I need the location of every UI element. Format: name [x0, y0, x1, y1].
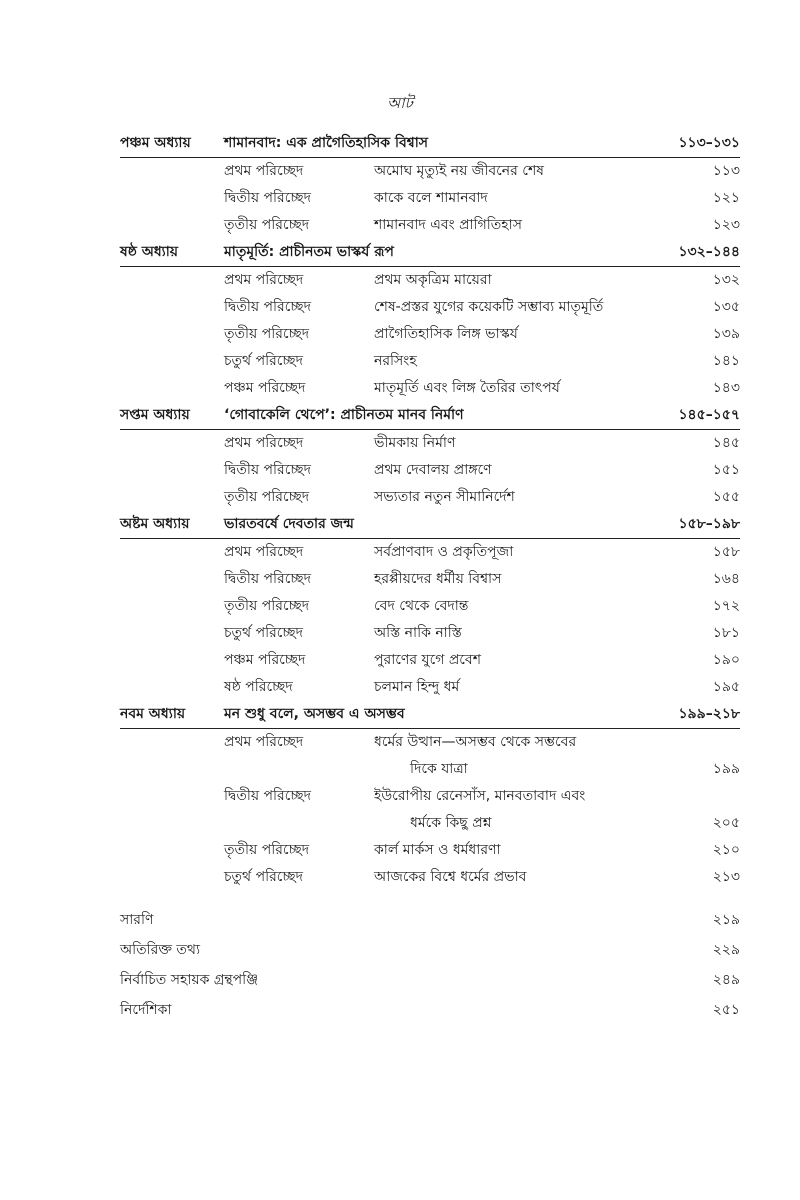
section-title-line-2: ধর্মকে কিছু প্রশ্ন	[410, 815, 492, 831]
back-matter-label: সারণি	[120, 912, 154, 928]
section-label: চতুর্থ পরিচ্ছেদ	[224, 869, 304, 885]
section-title	[374, 729, 670, 783]
section-page: ২১৩	[712, 869, 740, 885]
chapter-page-range: ১৫৮–১৯৮	[678, 516, 740, 532]
section-page: ১৪১	[712, 353, 740, 369]
section-title-line-1: ধর্মের উত্থান—অসম্ভব থেকে সম্ভবের	[374, 734, 577, 750]
section-page: ১৩৯	[712, 326, 740, 342]
chapter-heading-row	[120, 402, 740, 430]
section-title: কাকে বলে শামানবাদ	[374, 190, 488, 206]
back-matter-page: ২২৯	[712, 942, 740, 958]
chapter-title: মাতৃমূর্তি: প্রাচীনতম ভাস্কর্য রূপ	[224, 244, 394, 260]
section-label: প্রথম পরিচ্ছেদ	[224, 163, 304, 179]
section-title: অস্তি নাকি নাস্তি	[374, 625, 462, 641]
section-title	[374, 783, 670, 837]
section-page: ১৪৩	[712, 380, 740, 396]
section-label: ষষ্ঠ পরিচ্ছেদ	[224, 679, 293, 695]
section-label: প্রথম পরিচ্ছেদ	[224, 734, 304, 750]
back-matter-page: ২৫১	[712, 1002, 740, 1018]
chapter-page-range: ১৩২–১৪৪	[678, 244, 740, 260]
back-matter-list	[120, 905, 740, 1025]
section-page: ১১৩	[712, 163, 740, 179]
chapter-title: মন শুধু বলে, অসম্ভব এ অসম্ভব	[224, 706, 405, 722]
section-title: সভ্যতার নতুন সীমানির্দেশ	[374, 489, 515, 505]
section-row	[120, 457, 740, 484]
section-title: চলমান হিন্দু ধর্ম	[374, 679, 460, 695]
back-matter-label: অতিরিক্ত তথ্য	[120, 942, 201, 958]
section-page: ১৩২	[712, 272, 740, 288]
section-label: তৃতীয় পরিচ্ছেদ	[224, 842, 310, 858]
section-row	[120, 566, 740, 593]
chapter-page-range: ১৯৯–২১৮	[678, 706, 740, 722]
section-title: নরসিংহ	[374, 353, 417, 369]
section-page: ১২৩	[712, 217, 740, 233]
section-page: ১৭২	[712, 598, 740, 614]
section-title: পুরাণের যুগে প্রবেশ	[374, 652, 481, 668]
back-matter-label: নির্বাচিত সহায়ক গ্রন্থপঞ্জি	[120, 972, 259, 988]
section-title-line-2: দিকে যাত্রা	[410, 761, 468, 777]
section-title: প্রথম দেবালয় প্রাঙ্গণে	[374, 462, 492, 478]
chapter-title: ভারতবর্ষে দেবতার জন্ম	[224, 516, 354, 532]
section-row	[120, 593, 740, 620]
section-page: ১৫৮	[712, 544, 740, 560]
section-title-line-1: ইউরোপীয় রেনেসাঁস, মানবতাবাদ এবং	[374, 788, 586, 804]
section-row	[120, 321, 740, 348]
back-matter-row	[120, 935, 740, 965]
section-label: দ্বিতীয় পরিচ্ছেদ	[224, 571, 311, 587]
section-page: ১৬৪	[712, 571, 740, 587]
back-matter-row	[120, 965, 740, 995]
section-row	[120, 647, 740, 674]
section-label: চতুর্থ পরিচ্ছেদ	[224, 353, 304, 369]
section-label: তৃতীয় পরিচ্ছেদ	[224, 489, 310, 505]
section-label: তৃতীয় পরিচ্ছেদ	[224, 217, 310, 233]
section-row	[120, 783, 740, 837]
chapter-heading-row	[120, 701, 740, 729]
section-label: প্রথম পরিচ্ছেদ	[224, 435, 304, 451]
section-page: ২০৫	[712, 815, 740, 831]
section-label: দ্বিতীয় পরিচ্ছেদ	[224, 190, 311, 206]
chapter-title: ‘গোবাকেলি থেপে’: প্রাচীনতম মানব নির্মাণ	[224, 407, 464, 423]
back-matter-label: নির্দেশিকা	[120, 1002, 172, 1018]
page-number: আট	[387, 94, 413, 112]
section-title: শামানবাদ এবং প্রাগিতিহাস	[374, 217, 522, 233]
section-title: প্রাগৈতিহাসিক লিঙ্গ ভাস্কর্য	[374, 326, 518, 342]
back-matter-page: ২১৯	[712, 912, 740, 928]
section-label: প্রথম পরিচ্ছেদ	[224, 272, 304, 288]
section-label: পঞ্চম পরিচ্ছেদ	[224, 380, 306, 396]
chapter-label: সপ্তম অধ্যায়	[120, 407, 190, 423]
section-row	[120, 620, 740, 647]
section-label: পঞ্চম পরিচ্ছেদ	[224, 652, 306, 668]
chapter-title: শামানবাদ: এক প্রাগৈতিহাসিক বিশ্বাস	[224, 135, 429, 151]
section-title: সর্বপ্রাণবাদ ও প্রকৃতিপূজা	[374, 544, 514, 560]
table-of-contents	[120, 130, 740, 1025]
section-row	[120, 484, 740, 511]
chapter-label: অষ্টম অধ্যায়	[120, 516, 190, 532]
section-title: প্রথম অকৃত্রিম মায়েরা	[374, 272, 492, 288]
section-row	[120, 212, 740, 239]
section-page: ১৯০	[712, 652, 740, 668]
section-page: ১৯৫	[712, 679, 740, 695]
section-row	[120, 185, 740, 212]
section-label: তৃতীয় পরিচ্ছেদ	[224, 326, 310, 342]
section-row	[120, 158, 740, 185]
section-title: হরপ্পীয়দের ধর্মীয় বিশ্বাস	[374, 571, 502, 587]
section-page: ১৩৫	[712, 299, 740, 315]
section-row	[120, 430, 740, 457]
section-title: ভীমকায় নির্মাণ	[374, 435, 456, 451]
section-title: কার্ল মার্কস ও ধর্মধারণা	[374, 842, 501, 858]
back-matter-row	[120, 995, 740, 1025]
section-row	[120, 539, 740, 566]
section-title: আজকের বিশ্বে ধর্মের প্রভাব	[374, 869, 527, 885]
chapter-page-range: ১১৩–১৩১	[678, 135, 740, 151]
section-row	[120, 294, 740, 321]
section-label: দ্বিতীয় পরিচ্ছেদ	[224, 462, 311, 478]
chapter-heading-row	[120, 511, 740, 539]
chapter-label: নবম অধ্যায়	[120, 706, 186, 722]
section-title: মাতৃমূর্তি এবং লিঙ্গ তৈরির তাৎপর্য	[374, 380, 560, 396]
chapter-heading-row	[120, 239, 740, 267]
section-row	[120, 267, 740, 294]
section-label: দ্বিতীয় পরিচ্ছেদ	[224, 788, 311, 804]
back-matter-page: ২৪৯	[712, 972, 740, 988]
back-matter-row	[120, 905, 740, 935]
chapter-label: ষষ্ঠ অধ্যায়	[120, 244, 179, 260]
section-row	[120, 674, 740, 701]
section-label: তৃতীয় পরিচ্ছেদ	[224, 598, 310, 614]
section-row	[120, 864, 740, 891]
section-label: চতুর্থ পরিচ্ছেদ	[224, 625, 304, 641]
chapter-label: পঞ্চম অধ্যায়	[120, 135, 191, 151]
chapter-page-range: ১৪৫–১৫৭	[678, 407, 740, 423]
section-label: প্রথম পরিচ্ছেদ	[224, 544, 304, 560]
section-page: ১২১	[712, 190, 740, 206]
section-title: শেষ-প্রস্তর যুগের কয়েকটি সম্ভাব্য মাতৃমূর্তি	[374, 299, 604, 315]
chapter-heading-row	[120, 130, 740, 158]
section-page: ১৫১	[712, 462, 740, 478]
section-page: ১৫৫	[712, 489, 740, 505]
section-row	[120, 375, 740, 402]
section-row	[120, 348, 740, 375]
section-page: ২১০	[712, 842, 740, 858]
section-label: দ্বিতীয় পরিচ্ছেদ	[224, 299, 311, 315]
section-title: অমোঘ মৃত্যুই নয় জীবনের শেষ	[374, 163, 544, 179]
section-page: ১৮১	[712, 625, 740, 641]
section-page: ১৯৯	[712, 761, 740, 777]
section-row	[120, 729, 740, 783]
section-page: ১৪৫	[712, 435, 740, 451]
section-row	[120, 837, 740, 864]
section-title: বেদ থেকে বেদান্ত	[374, 598, 469, 614]
